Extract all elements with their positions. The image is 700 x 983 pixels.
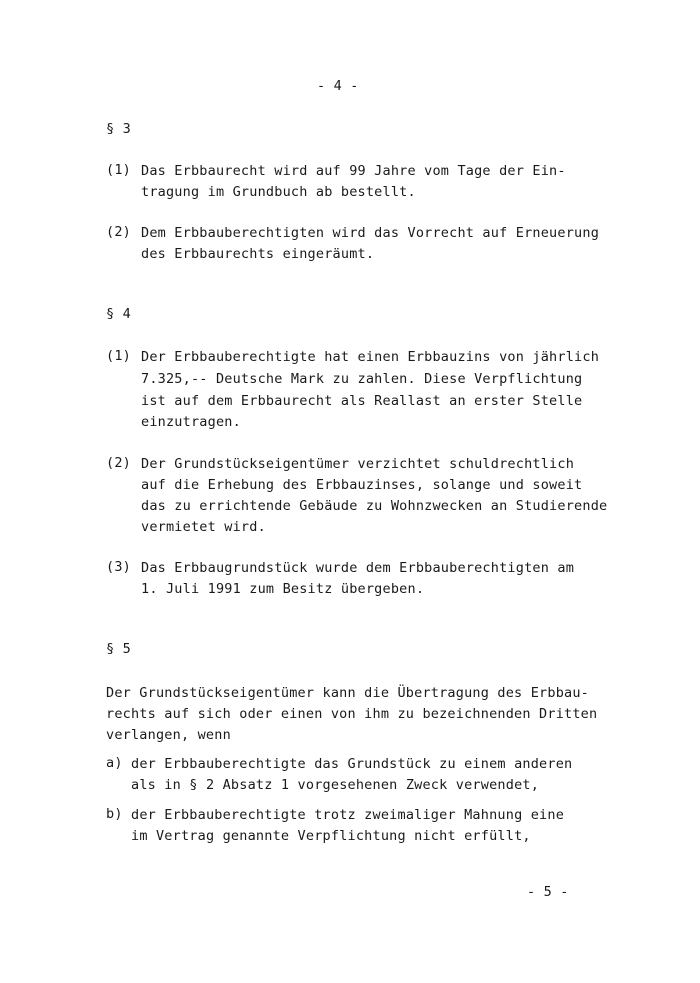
paragraph-line: Der Grundstückseigentümer verzichtet schuldrechtlich [141,456,575,472]
paragraph-line: Der Erbbauberechtigte hat einen Erbbauzins von jährlich [141,349,600,365]
paragraph-line: 1. Juli 1991 zum Besitz übergeben. [141,581,425,597]
page-number: - 4 - [317,78,359,94]
paragraph-line: einzutragen. [141,414,241,430]
list-item-label: b) [106,806,123,822]
paragraph-line: 7.325,-- Deutsche Mark zu zahlen. Diese Verpflichtung [141,371,583,387]
paragraph-line: tragung im Grundbuch ab bestellt. [141,184,416,200]
section-heading-5: § 5 [106,641,131,657]
next-page-indicator: - 5 - [527,884,569,900]
paragraph-line: vermietet wird. [141,519,266,535]
paragraph-number: (2) [106,455,131,471]
list-item-line: der Erbbauberechtigte das Grundstück zu einem anderen [131,756,573,772]
paragraph-number: (1) [106,162,131,178]
list-item-line: der Erbbauberechtigte trotz zweimaliger Mahnung eine [131,807,565,823]
list-item-line: im Vertrag genannte Verpflichtung nicht erfüllt, [131,828,531,844]
section-heading-4: § 4 [106,306,131,322]
paragraph-number: (3) [106,559,131,575]
paragraph-line: Das Erbbaurecht wird auf 99 Jahre vom Tage der Ein- [141,163,566,179]
paragraph-line: Dem Erbbauberechtigten wird das Vorrecht auf Erneuerung [141,225,600,241]
paragraph-line: Das Erbbaugrundstück wurde dem Erbbauberechtigten am [141,560,575,576]
paragraph-number: (2) [106,224,131,240]
paragraph-line: das zu errichtende Gebäude zu Wohnzwecken an Studierende [141,498,608,514]
section-heading-3: § 3 [106,121,131,137]
paragraph-line: rechts auf sich oder einen von ihm zu bezeichnenden Dritten [106,706,598,722]
paragraph-line: ist auf dem Erbbaurecht als Reallast an erster Stelle [141,393,583,409]
paragraph-number: (1) [106,348,131,364]
list-item-line: als in § 2 Absatz 1 vorgesehenen Zweck verwendet, [131,777,540,793]
paragraph-line: des Erbbaurechts eingeräumt. [141,246,375,262]
paragraph-line: Der Grundstückseigentümer kann die Übertragung des Erbbau- [106,685,590,701]
paragraph-line: auf die Erhebung des Erbbauzinses, solange und soweit [141,477,583,493]
list-item-label: a) [106,755,123,771]
paragraph-line: verlangen, wenn [106,727,231,743]
